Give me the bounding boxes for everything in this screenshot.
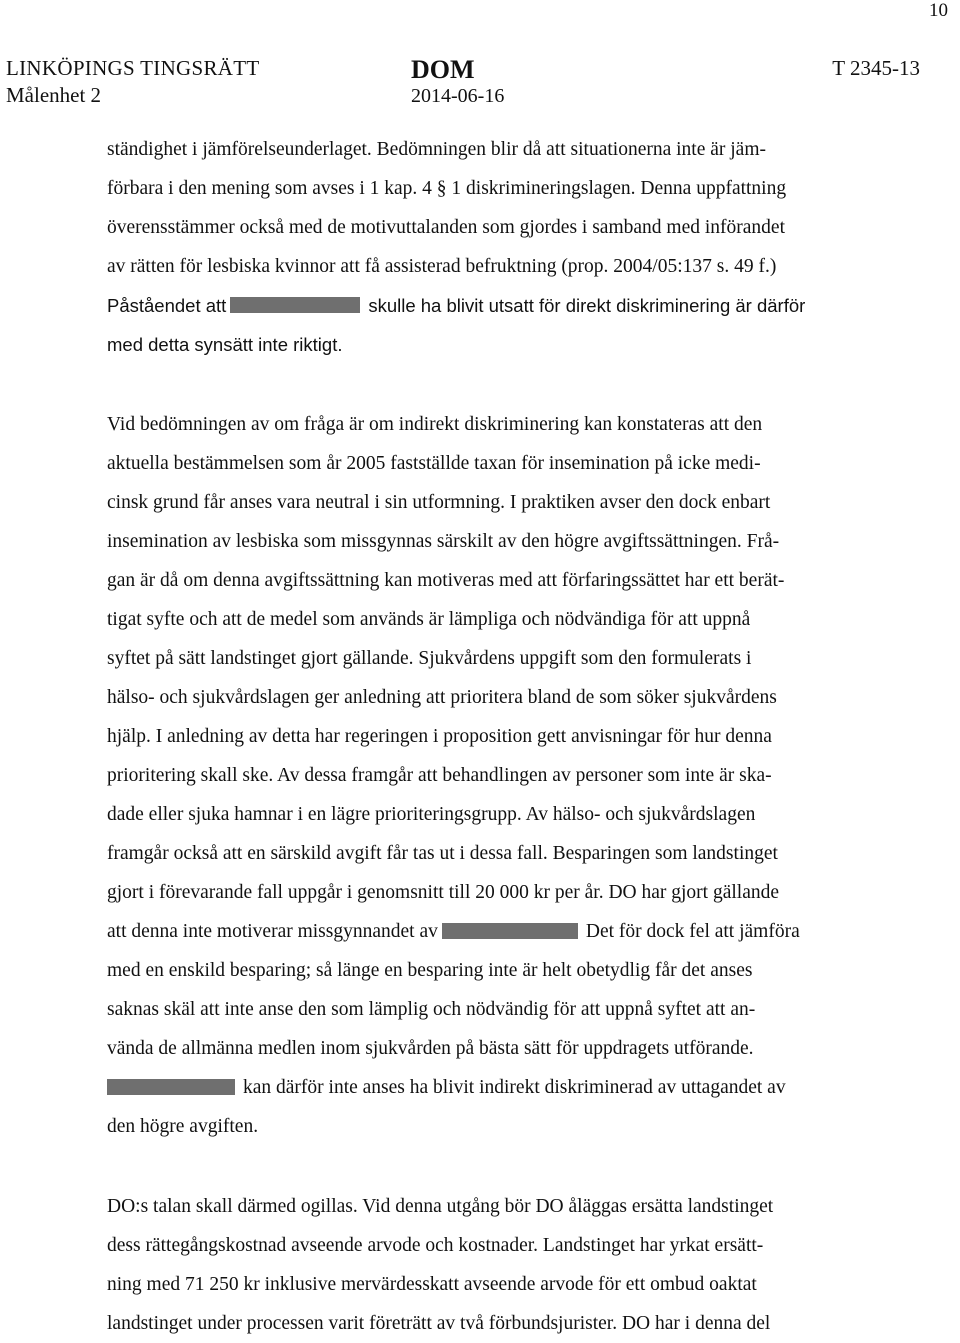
text-line: cinsk grund får anses vara neutral i sin utformning. I praktiken avser den dock enbart bbox=[107, 492, 771, 513]
case-number: T 2345-13 bbox=[832, 56, 920, 80]
court-unit: Målenhet 2 bbox=[6, 83, 102, 107]
text-line: syftet på sätt landstinget gjort gällande. Sjukvårdens uppgift som den formulerats i bbox=[107, 648, 752, 669]
document-date: 2014-06-16 bbox=[411, 85, 505, 107]
text-line: vända de allmänna medlen inom sjukvården på bästa sätt för uppdragets utförande. bbox=[107, 1038, 754, 1059]
text-line: prioritering skall ske. Av dessa framgår att behandlingen av personer som inte är ska- bbox=[107, 765, 772, 786]
text-line: med detta synsätt inte riktigt. bbox=[107, 334, 343, 355]
text-line: Vid bedömningen av om fråga är om indirekt diskriminering kan konstateras att den bbox=[107, 414, 763, 435]
text-line: med en enskild besparing; så länge en besparing inte är helt obetydlig får det anses bbox=[107, 960, 753, 981]
text-fragment: Det för dock fel att jämföra bbox=[585, 921, 800, 942]
paragraph-1 bbox=[107, 130, 897, 364]
redaction-block bbox=[107, 1079, 235, 1095]
header-left bbox=[6, 55, 260, 109]
redaction-block bbox=[230, 297, 360, 313]
text-line: gjort i förevarande fall uppgår i genomsnitt till 20 000 kr per år. DO har gjort gällande bbox=[107, 882, 780, 903]
text-line: framgår också att en särskild avgift får tas ut i dessa fall. Besparingen som landstinget bbox=[107, 843, 778, 864]
text-line: tigat syfte och att de medel som används är lämpliga och nödvändiga för att uppnå bbox=[107, 609, 751, 630]
text-line: överensstämmer också med de motivuttalanden som gjordes i samband med införandet bbox=[107, 217, 785, 238]
redaction-block bbox=[442, 923, 578, 939]
text-fragment: kan därför inte anses ha blivit indirekt diskriminerad av uttagandet av bbox=[243, 1077, 786, 1098]
text-line: ständighet i jämförelseunderlaget. Bedömningen blir då att situationerna inte är jäm- bbox=[107, 139, 767, 160]
page-number: 10 bbox=[929, 0, 948, 21]
text-line: DO:s talan skall därmed ogillas. Vid denna utgång bör DO åläggas ersätta landstinget bbox=[107, 1196, 774, 1217]
text-line: gan är då om denna avgiftssättning kan motiveras med att förfaringssättet har ett berät- bbox=[107, 570, 785, 591]
text-line: ning med 71 250 kr inklusive mervärdesskatt avseende arvode för ett ombud oaktat bbox=[107, 1274, 757, 1295]
paragraph-3 bbox=[107, 1187, 897, 1343]
text-line: insemination av lesbiska som missgynnas särskilt av den högre avgiftssättningen. Frå- bbox=[107, 531, 780, 552]
text-line bbox=[107, 286, 897, 325]
text-line: hjälp. I anledning av detta har regeringen i proposition gett anvisningar för hur denna bbox=[107, 726, 772, 747]
text-line: hälso- och sjukvårdslagen ger anledning att prioritera bland de som söker sjukvårdens bbox=[107, 687, 777, 708]
text-line bbox=[107, 1068, 897, 1107]
text-fragment: skulle ha blivit utsatt för direkt diskriminering är därför bbox=[368, 295, 806, 316]
text-line: saknas skäl att inte anse den som lämplig och nödvändig för att uppnå syftet att an- bbox=[107, 999, 756, 1020]
text-line: dess rättegångskostnad avseende arvode och kostnader. Landstinget har yrkat ersätt- bbox=[107, 1235, 764, 1256]
text-line: av rätten för lesbiska kvinnor att få assisterad befruktning (prop. 2004/05:137 s. 49 f.) bbox=[107, 256, 777, 277]
text-fragment: Påståendet att bbox=[107, 295, 227, 316]
text-line: aktuella bestämmelsen som år 2005 fastställde taxan för insemination på icke medi- bbox=[107, 453, 761, 474]
text-fragment: att denna inte motiverar missgynnandet av bbox=[107, 921, 438, 942]
header-center bbox=[411, 55, 504, 110]
text-line: förbara i den mening som avses i 1 kap. 4 § 1 diskrimineringslagen. Denna uppfattning bbox=[107, 178, 787, 199]
text-line bbox=[107, 912, 897, 951]
paragraph-2 bbox=[107, 405, 897, 1146]
document-type: DOM bbox=[411, 55, 475, 84]
text-line: landstinget under processen varit företrätt av två förbundsjurister. DO har i denna del bbox=[107, 1313, 771, 1334]
text-line: dade eller sjuka hamnar i en lägre prioriteringsgrupp. Av hälso- och sjukvårdslagen bbox=[107, 804, 756, 825]
text-line: den högre avgiften. bbox=[107, 1116, 259, 1137]
court-name: LINKÖPINGS TINGSRÄTT bbox=[6, 56, 260, 80]
